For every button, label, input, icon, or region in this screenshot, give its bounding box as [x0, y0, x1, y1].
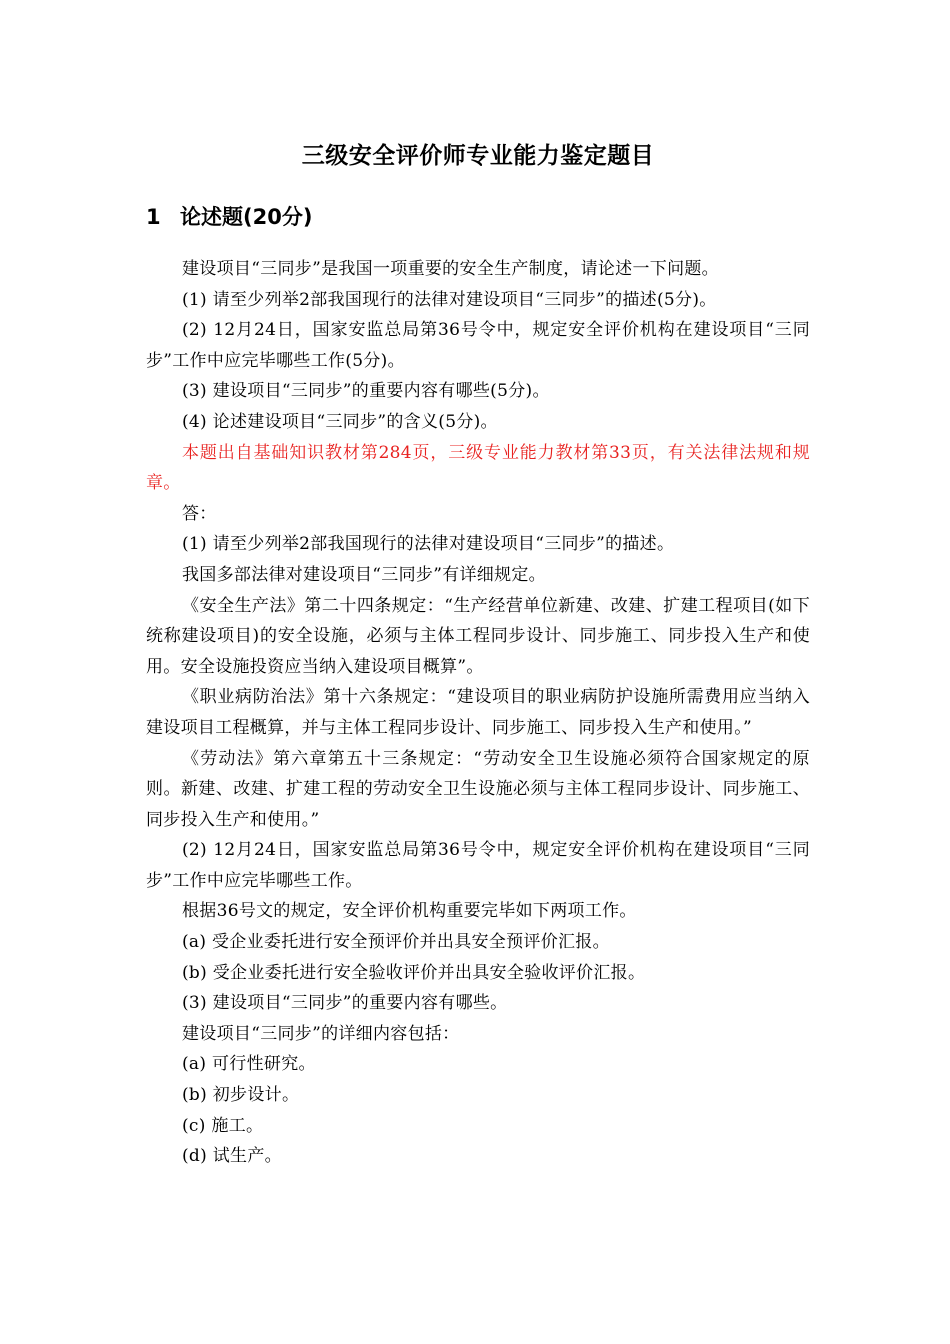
body-paragraph: (a) 可行性研究。 [182, 1054, 316, 1075]
body-paragraph: 答： [182, 503, 217, 524]
source-note-paragraph: 本题出自基础知识教材第284页，三级专业能力教材第33页，有关法律法规和规章。 [146, 442, 810, 494]
body-paragraph: 《劳动法》第六章第五十三条规定：“劳动安全卫生设施必须符合国家规定的原则。新建、改建、扩建工程的劳动安全卫生设施必须与主体工程同步设计、同步施工、同步投入生产和使用。” [146, 748, 810, 830]
body-paragraph: (b) 受企业委托进行安全验收评价并出具安全验收评价汇报。 [182, 962, 646, 983]
body-paragraph: 我国多部法律对建设项目“三同步”有详细规定。 [182, 564, 546, 585]
section-title: 论述题(20分) [180, 205, 313, 229]
body-paragraph: 《职业病防治法》第十六条规定：“建设项目的职业病防护设施所需费用应当纳入建设项目工程概算，并与主体工程同步设计、同步施工、同步投入生产和使用。” [146, 687, 810, 738]
document-title: 三级安全评价师专业能力鉴定题目 [301, 143, 655, 169]
document-page [146, 138, 810, 1172]
section-heading [146, 202, 810, 232]
body-paragraph: (3) 建设项目“三同步”的重要内容有哪些(5分)。 [182, 381, 550, 402]
body-paragraph: (4) 论述建设项目“三同步”的含义(5分)。 [182, 411, 498, 432]
body-paragraph: (3) 建设项目“三同步”的重要内容有哪些。 [182, 993, 508, 1014]
body-paragraph: 建设项目“三同步”是我国一项重要的安全生产制度，请论述一下问题。 [182, 259, 719, 279]
body-paragraph: (d) 试生产。 [182, 1146, 282, 1167]
body-paragraph: (2) 12月24日，国家安监总局第36号令中，规定安全评价机构在建设项目“三同步”工作中应完毕哪些工作(5分)。 [146, 320, 810, 371]
body-paragraph: (c) 施工。 [182, 1115, 264, 1136]
body-paragraph: 《安全生产法》第二十四条规定：“生产经营单位新建、改建、扩建工程项目(如下统称建设项目)的安全设施，必须与主体工程同步设计、同步施工、同步投入生产和使用。安全设施投资应当纳入建设项目概算”。 [146, 595, 810, 677]
body-paragraph: (1) 请至少列举2部我国现行的法律对建设项目“三同步”的描述(5分)。 [182, 289, 717, 310]
section-number: 1 [146, 205, 161, 229]
body-paragraph: (a) 受企业委托进行安全预评价并出具安全预评价汇报。 [182, 932, 610, 953]
document-body [146, 254, 810, 1172]
body-paragraph: (2) 12月24日，国家安监总局第36号令中，规定安全评价机构在建设项目“三同步”工作中应完毕哪些工作。 [146, 840, 810, 891]
body-paragraph: 建设项目“三同步”的详细内容包括： [182, 1023, 460, 1044]
body-paragraph: (b) 初步设计。 [182, 1085, 300, 1106]
body-paragraph: (1) 请至少列举2部我国现行的法律对建设项目“三同步”的描述。 [182, 534, 675, 555]
body-paragraph: 根据36号文的规定，安全评价机构重要完毕如下两项工作。 [182, 901, 637, 922]
